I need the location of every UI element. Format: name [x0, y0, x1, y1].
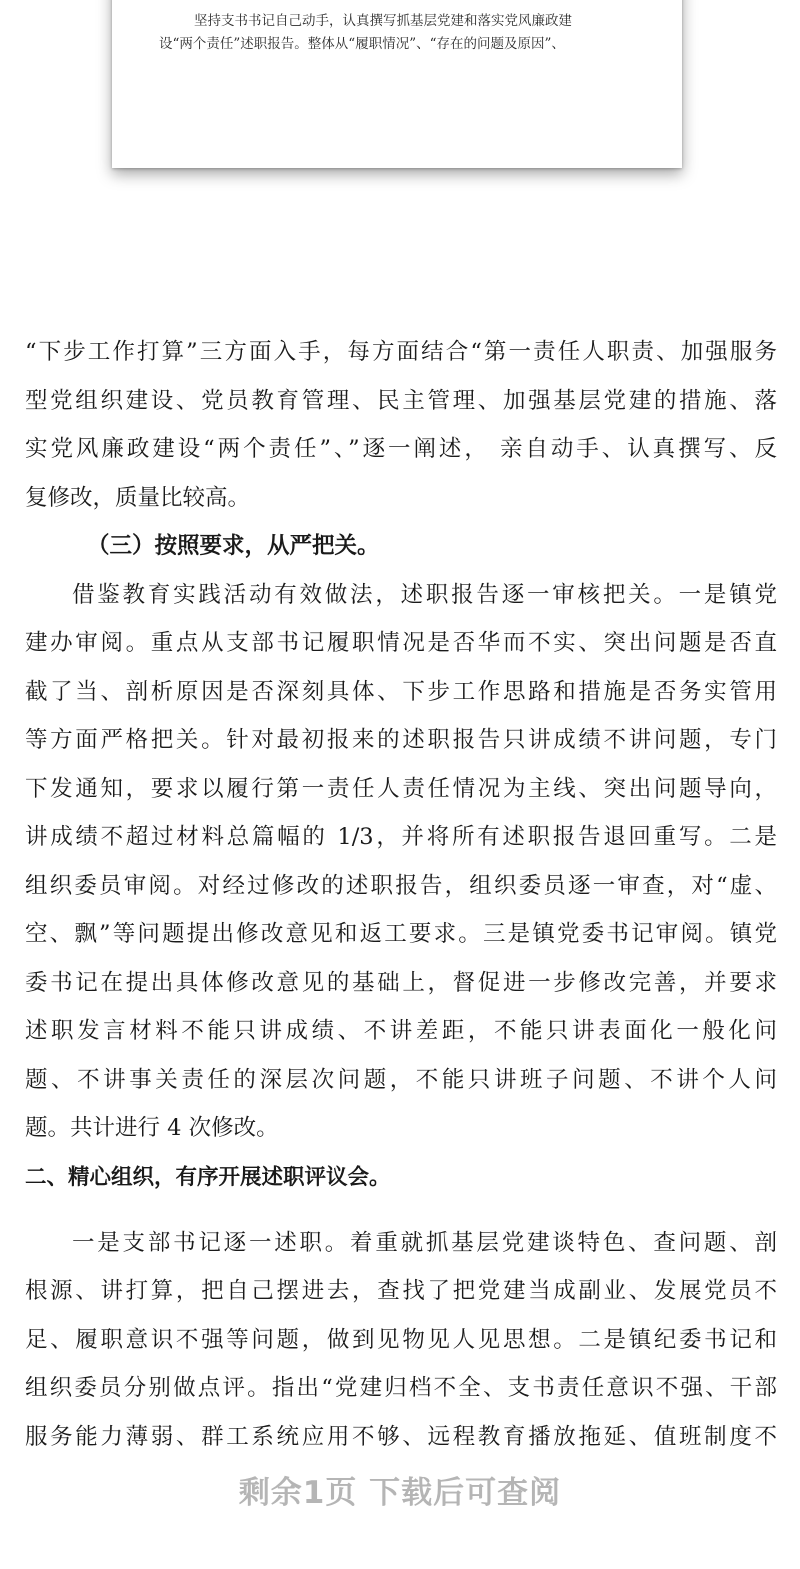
- paragraph-intro-continuation: [25, 328, 777, 522]
- text-line: “下步工作打算”三方面入手，每方面结合“第一责任人职责、加强服务: [25, 339, 777, 365]
- text-line: 讲成绩不超过材料总篇幅的 1/3，并将所有述职报告退回重写。二是: [25, 824, 777, 850]
- preview-line: 设“两个责任”述职报告。整体从“履职情况”、“存在的问题及原因”、: [159, 36, 565, 52]
- subheading-strict-review: （三）按照要求，从严把关。: [87, 533, 380, 559]
- text-line: 截了当、剖析原因是否深刻具体、下步工作思路和措施是否务实管用: [25, 678, 777, 705]
- download-to-read-banner[interactable]: 剩余1页 下载后可查阅: [238, 1475, 562, 1511]
- paragraph-review-process: [25, 571, 777, 1153]
- text-line: 题。共计进行 4 次修改。: [25, 1115, 279, 1141]
- text-line: 一是支部书记逐一述职。着重就抓基层党建谈特色、查问题、剖: [72, 1229, 777, 1256]
- text-line: 根源、讲打算，把自己摆进去，查找了把党建当成副业、发展党员不: [25, 1278, 777, 1304]
- text-line: 足、履职意识不强等问题，做到见物见人见思想。二是镇纪委书记和: [25, 1326, 777, 1353]
- section-heading-2: 二、精心组织，有序开展述职评议会。: [25, 1164, 391, 1190]
- paragraph-review-meeting: [25, 1219, 777, 1462]
- text-line: 题、不讲事关责任的深层次问题，不能只讲班子问题、不讲个人问: [25, 1066, 777, 1093]
- preview-text: [112, 10, 682, 56]
- text-line: 服务能力薄弱、群工系统应用不够、远程教育播放拖延、值班制度不: [25, 1423, 777, 1450]
- text-line: 述职发言材料不能只讲成绩、不讲差距，不能只讲表面化一般化问: [25, 1018, 777, 1044]
- text-line: 型党组织建设、党员教育管理、民主管理、加强基层党建的措施、落: [25, 387, 777, 414]
- text-line: 组织委员分别做点评。指出“党建归档不全、支书责任意识不强、干部: [25, 1375, 777, 1401]
- text-line: 委书记在提出具体修改意见的基础上，督促进一步修改完善，并要求: [25, 969, 777, 996]
- previous-page-preview: [112, 0, 682, 168]
- text-line: 建办审阅。重点从支部书记履职情况是否华而不实、突出问题是否直: [25, 630, 777, 656]
- text-line: 借鉴教育实践活动有效做法，述职报告逐一审核把关。一是镇党: [72, 581, 777, 608]
- text-line: 等方面严格把关。针对最初报来的述职报告只讲成绩不讲问题，专门: [25, 727, 777, 753]
- text-line: 空、飘”等问题提出修改意见和返工要求。三是镇党委书记审阅。镇党: [25, 921, 777, 947]
- text-line: 组织委员审阅。对经过修改的述职报告，组织委员逐一审查，对“虚、: [25, 872, 777, 899]
- document-body: [25, 328, 777, 1461]
- text-line: 下发通知，要求以履行第一责任人责任情况为主线、突出问题导向，: [25, 775, 777, 802]
- preview-line: 坚持支书书记自己动手，认真撰写抓基层党建和落实党风廉政建: [194, 13, 572, 29]
- text-line: 实党风廉政建设“两个责任”、”逐一阐述， 亲自动手、认真撰写、反: [25, 436, 777, 462]
- text-line: 复修改，质量比较高。: [25, 484, 251, 511]
